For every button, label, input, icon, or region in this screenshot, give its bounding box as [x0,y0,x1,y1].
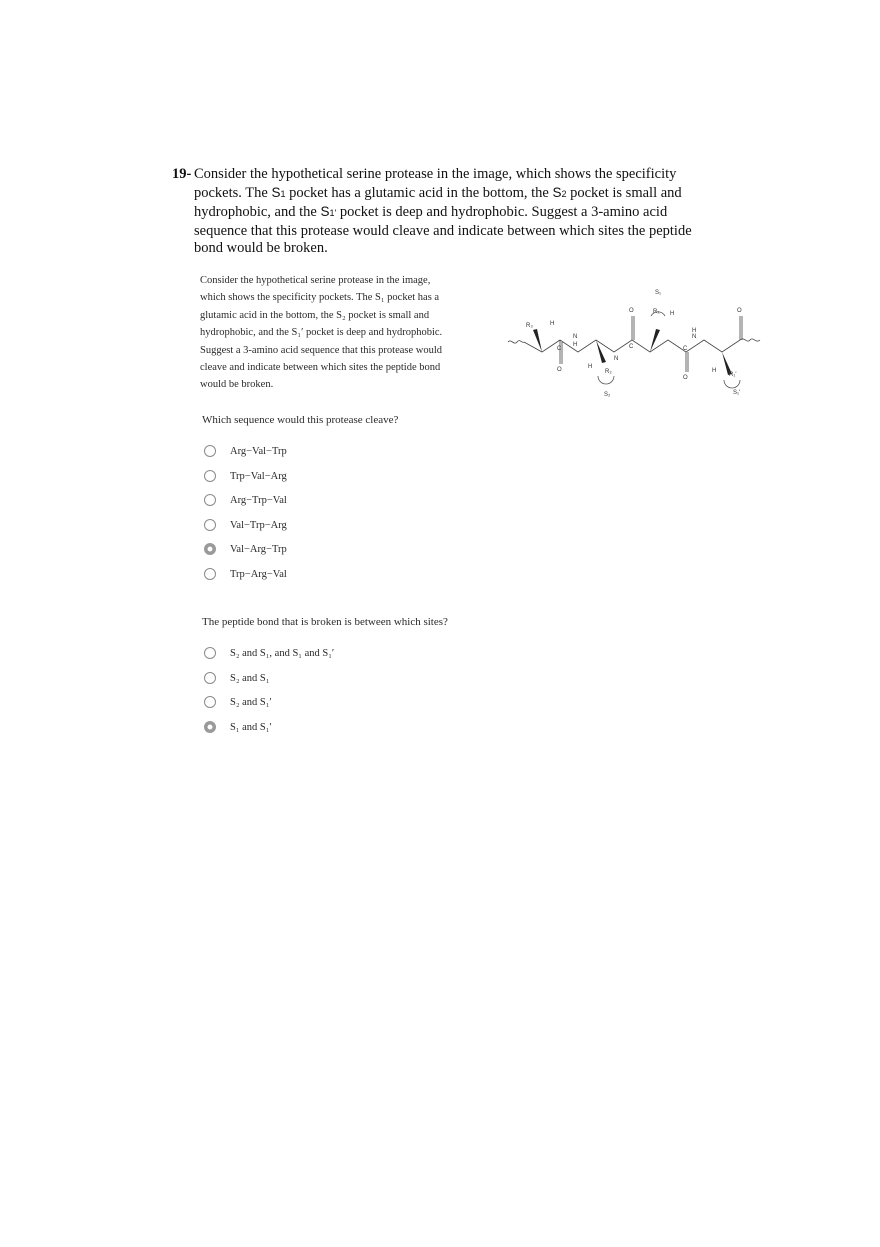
sequence-option[interactable]: Arg−Val−Trp [204,442,287,460]
svg-text:N: N [614,356,619,362]
radio-button[interactable] [204,696,216,708]
s1-prime-pocket-label: S₁' [733,390,741,396]
svg-text:H: H [670,311,675,317]
svg-text:O: O [683,375,688,381]
radio-button[interactable] [204,647,216,659]
radio-button-selected[interactable] [204,721,216,733]
svg-text:O: O [629,308,634,314]
question-number: 19- [172,166,192,182]
question-line-4: sequence that this protease would cleave and indicate between which sites the peptide [194,222,692,239]
s1-prime-label: S1' [320,204,337,219]
embedded-quiz-screenshot [196,266,818,746]
s1-pocket-label: S₁ [655,290,662,296]
radio-button[interactable] [204,470,216,482]
svg-text:C: C [557,346,562,352]
question-text: Consider the hypothetical serine protease in the image, which shows the specificity pockets. The S1 pocket has a glutamic acid in the bottom, the S2 pocket is small and hydrophobic, and the S1' pocket is deep and hydrophobic. Suggest a 3-amino acid sequence that this protease would cleave and indicate between which sites the peptide bond would be broken. [194,166,692,256]
s2-pocket-label: S₂ [604,392,611,398]
svg-text:H: H [573,342,578,348]
sequence-option[interactable]: Trp−Arg−Val [204,565,287,583]
bond-option-selected[interactable]: S₁ and S₁′ [204,718,272,736]
svg-text:C: C [683,346,688,352]
bond-option[interactable]: S₂ and S₁′ [204,693,272,711]
radio-button[interactable] [204,494,216,506]
svg-text:C: C [629,344,634,350]
r2-label: R₂ [605,369,612,375]
r1-label: R₁ [653,309,660,315]
question-line-1: Consider the hypothetical serine protease in the image, which shows the specificity [194,166,677,182]
svg-text:O: O [737,308,742,314]
s1-label: S1 [271,184,286,200]
svg-text:O: O [557,367,562,373]
svg-text:H: H [550,321,555,327]
svg-text:H: H [692,328,697,334]
question-19 [172,166,732,258]
bond-option[interactable]: S₂ and S₁ [204,669,269,687]
radio-button-selected[interactable] [204,543,216,555]
peptide-structure-diagram [502,280,772,410]
sequence-option-selected[interactable]: Val−Arg−Trp [204,540,287,558]
sequence-option[interactable]: Arg−Trp−Val [204,491,287,509]
sequence-option[interactable]: Val−Trp−Arg [204,516,287,534]
s2-label: S2 [552,184,567,200]
radio-button[interactable] [204,519,216,531]
radio-button[interactable] [204,568,216,580]
svg-text:H: H [712,368,717,374]
r1-prime-label: R₁' [729,372,737,378]
svg-text:N: N [573,334,578,340]
sequence-option[interactable]: Trp−Val−Arg [204,467,287,485]
question-line-5: bond would be broken. [194,240,328,256]
embedded-question-text: Consider the hypothetical serine protease in the image, which shows the specificity pockets. The S₁ pocket has a glutamic acid in the bottom, the S₂ pocket is small and hydrophobic, and the S₁′ pocket is deep and hydrophobic. Suggest a 3-amino acid sequence that this protease would cleave and indicate between which sites the peptide bond would be broken. [200,275,443,391]
svg-text:H: H [588,364,593,370]
bond-question-prompt: The peptide bond that is broken is between which sites? [202,616,448,628]
svg-text:N: N [692,334,697,340]
radio-button[interactable] [204,445,216,457]
bond-option[interactable]: S₂ and S₁, and S₁ and S₁′ [204,644,334,662]
r3-label: R₃ [526,323,533,329]
sequence-question-prompt: Which sequence would this protease cleave? [202,414,399,426]
radio-button[interactable] [204,672,216,684]
